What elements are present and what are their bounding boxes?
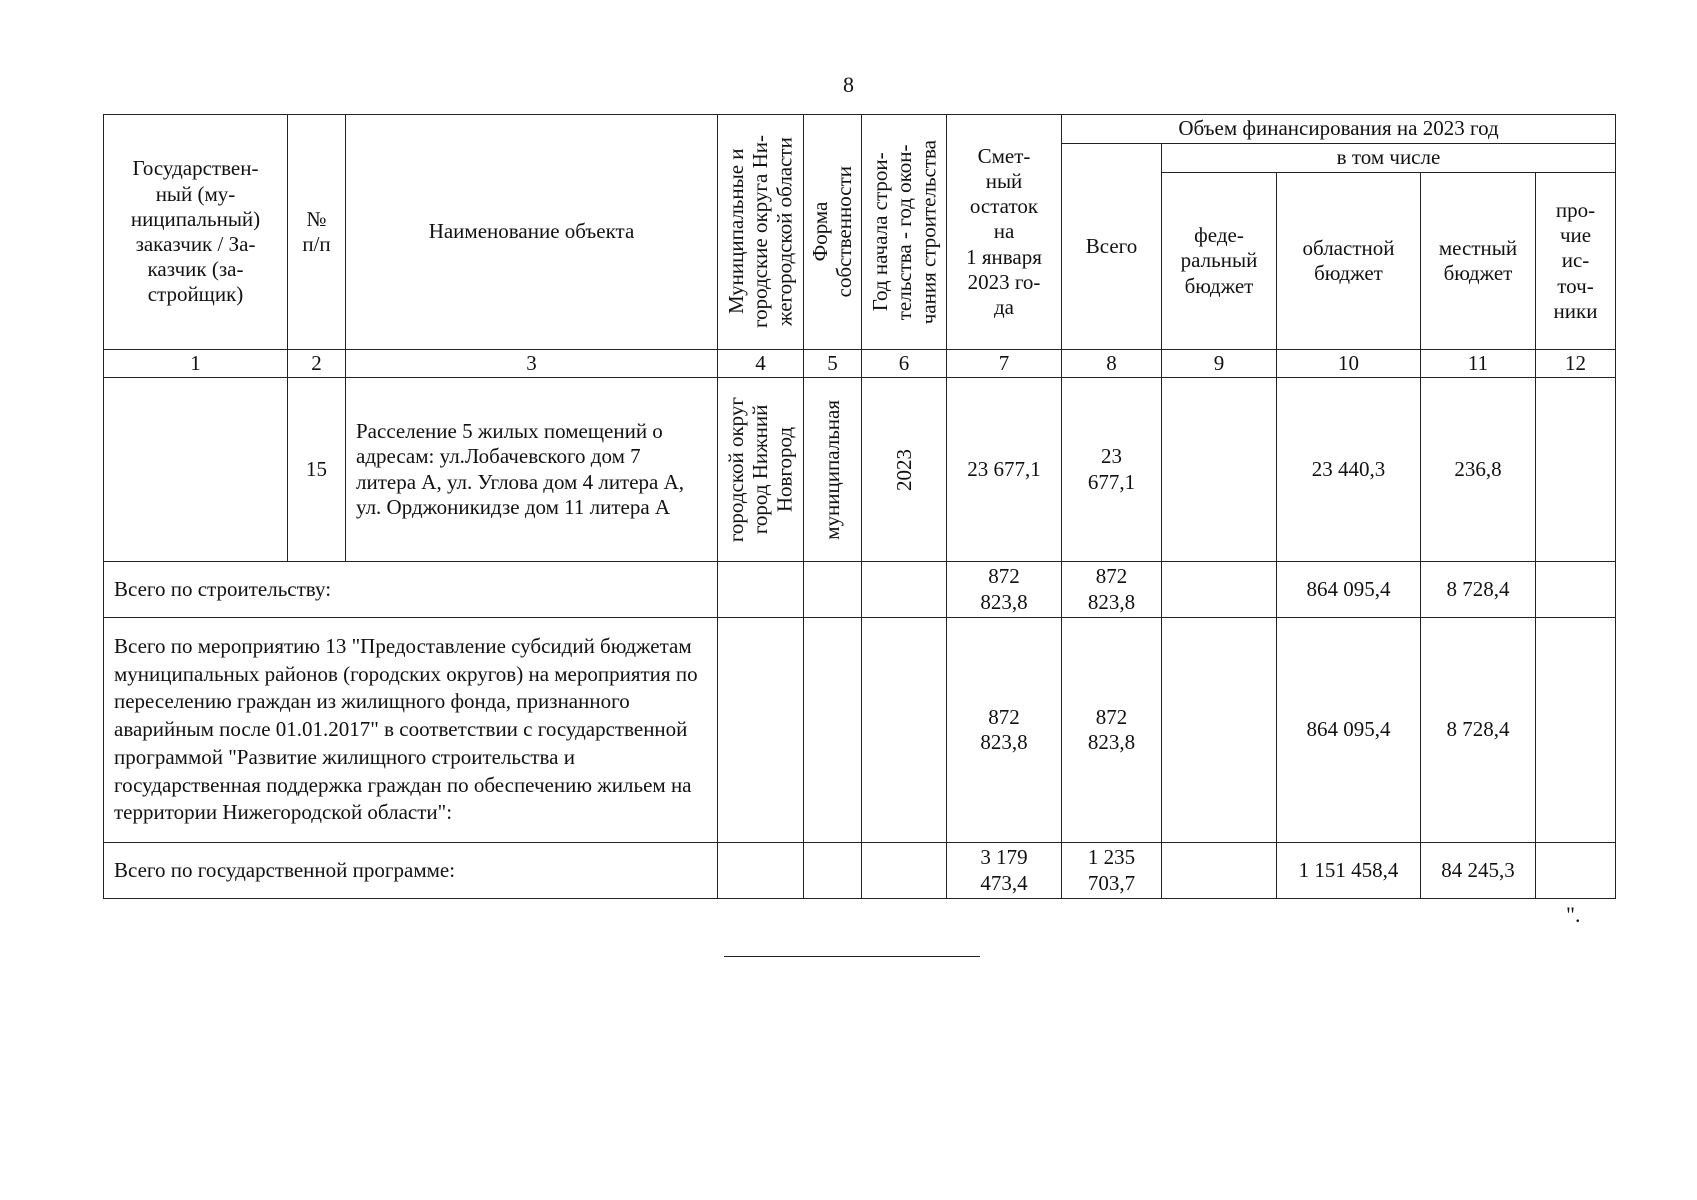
total-program-other (1536, 843, 1616, 899)
column-number: 6 (862, 350, 947, 378)
row15-customer (104, 378, 288, 562)
total-program-local: 84 245,3 (1421, 843, 1536, 899)
total-measure-other (1536, 618, 1616, 843)
column-number: 10 (1277, 350, 1421, 378)
column-number: 8 (1062, 350, 1162, 378)
row15-ownership: муниципальная (804, 378, 862, 562)
total-measure-regional: 864 095,4 (1277, 618, 1421, 843)
total-construction-regional: 864 095,4 (1277, 562, 1421, 618)
total-measure-total: 872 823,8 (1062, 618, 1162, 843)
header-local: местный бюджет (1421, 173, 1536, 350)
header-remainder: Смет- ный остаток на 1 января 2023 го- да (947, 115, 1062, 350)
table-row-15 (104, 378, 1616, 562)
total-measure-local: 8 728,4 (1421, 618, 1536, 843)
total-measure-remainder: 872 823,8 (947, 618, 1062, 843)
column-number: 1 (104, 350, 288, 378)
header-years: Год начала строи- тельства - год окон- чания строительства (862, 115, 947, 350)
total-measure-row (104, 618, 1616, 843)
total-construction-row (104, 562, 1616, 618)
total-construction-remainder: 872 823,8 (947, 562, 1062, 618)
column-number: 11 (1421, 350, 1536, 378)
header-customer: Государствен- ный (му- ниципальный) заказчик / За- казчик (за- стройщик) (104, 115, 288, 350)
total-measure-federal (1162, 618, 1277, 843)
total-construction-federal (1162, 562, 1277, 618)
row15-number: 15 (288, 378, 346, 562)
total-program-federal (1162, 843, 1277, 899)
total-construction-label: Всего по строительству: (104, 562, 718, 618)
row15-remainder: 23 677,1 (947, 378, 1062, 562)
total-program-row (104, 843, 1616, 899)
row15-total: 23 677,1 (1062, 378, 1162, 562)
header-other: про- чие ис- точ- ники (1536, 173, 1616, 350)
total-program-regional: 1 151 458,4 (1277, 843, 1421, 899)
total-construction-local: 8 728,4 (1421, 562, 1536, 618)
column-number: 5 (804, 350, 862, 378)
header-total: Всего (1062, 144, 1162, 350)
row15-regional: 23 440,3 (1277, 378, 1421, 562)
column-number: 4 (718, 350, 804, 378)
column-number: 3 (346, 350, 718, 378)
total-construction-other (1536, 562, 1616, 618)
column-number: 2 (288, 350, 346, 378)
header-ownership: Форма собственности (804, 115, 862, 350)
column-numbers-row (104, 350, 1616, 378)
row15-object-name: Расселение 5 жилых помещений о адресам: ул.Лобачевского дом 7 литера А, ул. Углова дом 4 литера А, ул. Орджоникидзе дом 11 литера А (346, 378, 718, 562)
total-program-total: 1 235 703,7 (1062, 843, 1162, 899)
closing-quote-mark: ". (1566, 902, 1581, 927)
total-measure-label: Всего по мероприятию 13 "Предоставление субсидий бюджетам муниципальных районов (городских округов) на мероприятия по переселению граждан из жилищного фонда, признанного аварийным после 01.01.2017" в соответствии с государственной программой "Развитие жилищного строительства и государственная поддержка граждан по обеспечению жильем на территории Нижегородской области": (104, 618, 718, 843)
header-regional: областной бюджет (1277, 173, 1421, 350)
header-funding-group: Объем финансирования на 2023 год (1062, 115, 1616, 144)
row15-federal (1162, 378, 1277, 562)
row15-years: 2023 (862, 378, 947, 562)
row15-district: городской округ город Нижний Новгород (718, 378, 804, 562)
column-number: 7 (947, 350, 1062, 378)
row15-other (1536, 378, 1616, 562)
financing-table (103, 114, 1616, 899)
header-object-name: Наименование объекта (346, 115, 718, 350)
total-construction-total: 872 823,8 (1062, 562, 1162, 618)
row15-local: 236,8 (1421, 378, 1536, 562)
total-program-remainder: 3 179 473,4 (947, 843, 1062, 899)
column-number: 12 (1536, 350, 1616, 378)
separator-line (724, 956, 980, 957)
column-number: 9 (1162, 350, 1277, 378)
total-program-label: Всего по государственной программе: (104, 843, 718, 899)
header-including: в том числе (1162, 144, 1616, 173)
header-districts: Муниципальные и городские округа Ни- жегородской области (718, 115, 804, 350)
page-number: 8 (843, 72, 854, 97)
header-federal: феде- ральный бюджет (1162, 173, 1277, 350)
header-number: № п/п (288, 115, 346, 350)
header-row-1 (104, 115, 1616, 144)
